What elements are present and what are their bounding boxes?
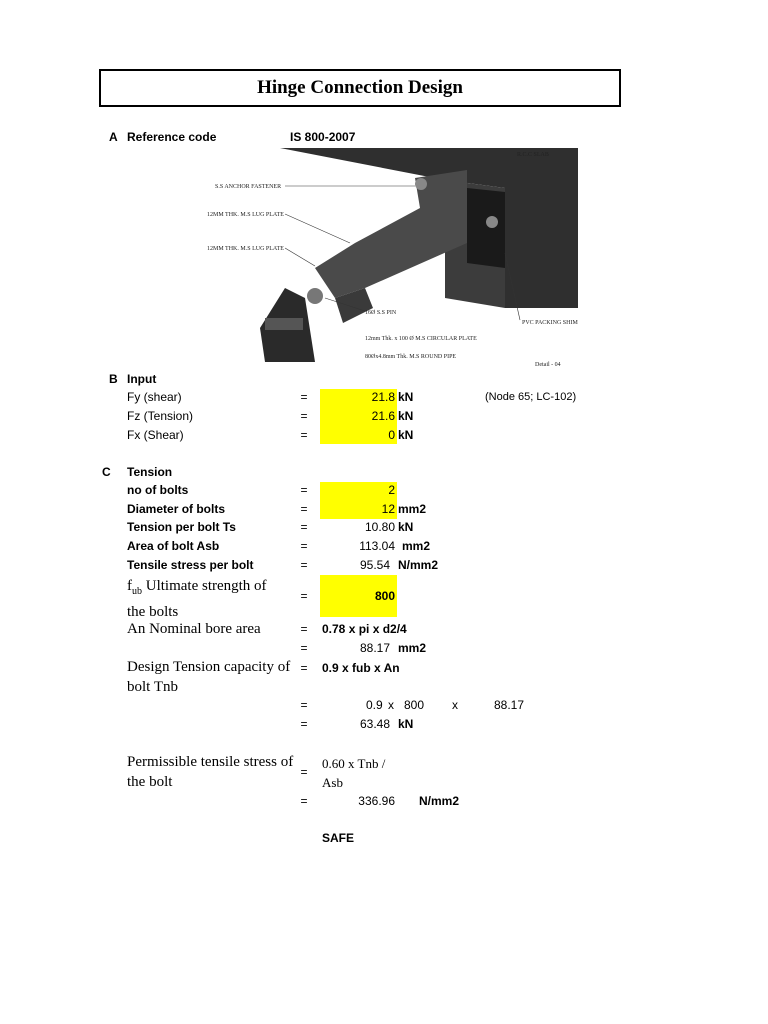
figure-label-lug-plate-2: 12MM THK. M.S LUG PLATE	[207, 246, 284, 252]
permissible-stress-value: 336.96	[358, 794, 395, 808]
nominal-bore-area-formula: 0.78 x pi x d2/4	[322, 622, 407, 636]
equals-sign: =	[300, 622, 308, 636]
page-title: Hinge Connection Design	[99, 69, 621, 107]
equals-sign: =	[300, 698, 308, 712]
an-ref-value: 88.17	[494, 698, 525, 712]
equals-sign: =	[300, 661, 308, 675]
section-a-letter: A	[109, 130, 118, 144]
nominal-bore-area-unit: mm2	[398, 641, 427, 655]
permissible-stress-unit: N/mm2	[419, 794, 460, 808]
fub-value[interactable]: 800	[374, 589, 395, 603]
tension-capacity-unit: kN	[398, 717, 414, 731]
input-heading: Input	[127, 372, 157, 386]
tension-heading: Tension	[127, 465, 173, 479]
bolt-area-value: 113.04	[359, 539, 395, 553]
equals-sign: =	[300, 589, 308, 603]
bolt-diameter-unit: mm2	[398, 502, 427, 516]
fub-ref-value: 800	[404, 698, 425, 712]
equals-sign: =	[300, 641, 308, 655]
equals-sign: =	[300, 502, 308, 516]
hinge-connection-figure	[205, 148, 578, 368]
tension-capacity-formula: 0.9 x fub x An	[322, 661, 400, 675]
input-label-fy: Fy (shear)	[127, 390, 182, 404]
factor-value: 0.9	[366, 698, 383, 712]
equals-sign: =	[300, 717, 308, 731]
equals-sign: =	[300, 794, 308, 808]
figure-label-pin: 16Ø S.S PIN	[365, 310, 397, 316]
result-status: SAFE	[322, 831, 355, 845]
node-note: (Node 65; LC-102)	[485, 391, 577, 403]
bolt-diameter-label: Diameter of bolts	[127, 502, 226, 516]
input-unit-fy: kN	[398, 390, 414, 404]
input-value-fz[interactable]: 21.6	[371, 409, 395, 423]
input-unit-fz: kN	[398, 409, 414, 423]
input-value-fy[interactable]: 21.8	[371, 390, 395, 404]
reference-code-label: Reference code	[127, 130, 217, 144]
tensile-stress-unit: N/mm2	[398, 558, 439, 572]
multiply-sign: x	[452, 698, 458, 712]
figure-label-round-pipe: 80Øx4.8mm Thk. M.S ROUND PIPE	[365, 354, 457, 360]
tension-per-bolt-unit: kN	[398, 520, 414, 534]
reference-code-value: IS 800-2007	[290, 130, 356, 144]
equals-sign: =	[300, 520, 308, 534]
tension-capacity-value: 63.48	[359, 717, 390, 731]
nominal-bore-area-label: An Nominal bore area	[127, 621, 261, 637]
input-label-fx: Fx (Shear)	[127, 428, 184, 442]
figure-label-circular-plate: 12mm Thk. x 100 Ø M.S CIRCULAR PLATE	[365, 336, 477, 342]
equals-sign: =	[300, 483, 308, 497]
no-of-bolts-value[interactable]: 2	[388, 483, 395, 497]
section-b-letter: B	[109, 372, 118, 386]
equals-sign: =	[300, 409, 308, 423]
permissible-stress-formula: 0.60 x Tnb / Asb	[322, 756, 386, 790]
input-unit-fx: kN	[398, 428, 414, 442]
equals-sign: =	[300, 765, 308, 779]
input-label-fz: Fz (Tension)	[127, 409, 194, 423]
equals-sign: =	[300, 390, 308, 404]
bolt-area-unit: mm2	[402, 539, 431, 553]
figure-label-packing-shim: PVC PACKING SHIM	[522, 320, 578, 326]
tension-capacity-label: Design Tension capacity of bolt Tnb	[127, 659, 291, 695]
input-value-fx[interactable]: 0	[388, 428, 395, 442]
equals-sign: =	[300, 558, 308, 572]
figure-label-anchor: S.S ANCHOR FASTENER	[215, 184, 282, 190]
bolt-diameter-value[interactable]: 12	[381, 502, 395, 516]
section-c-letter: C	[102, 465, 111, 479]
equals-sign: =	[300, 428, 308, 442]
permissible-stress-label: Permissible tensile stress of the bolt	[127, 754, 294, 790]
fub-label: $f_{ub}$ Ultimate strength of the bolts	[127, 578, 267, 620]
no-of-bolts-label: no of bolts	[127, 483, 189, 497]
nominal-bore-area-value: 88.17	[359, 641, 390, 655]
figure-label-lug-plate-1: 12MM THK. M.S LUG PLATE	[207, 212, 284, 218]
tension-per-bolt-label: Tension per bolt Ts	[127, 520, 236, 534]
tensile-stress-value: 95.54	[359, 558, 390, 572]
bolt-area-label: Area of bolt Asb	[127, 539, 220, 553]
figure-label-slab: R.C.C SLAB	[517, 152, 549, 158]
tensile-stress-label: Tensile stress per bolt	[127, 558, 254, 572]
equals-sign: =	[300, 539, 308, 553]
multiply-sign: x	[388, 698, 394, 712]
tension-per-bolt-value: 10.80	[364, 520, 395, 534]
figure-label-detail: Detail - 04	[535, 362, 561, 368]
